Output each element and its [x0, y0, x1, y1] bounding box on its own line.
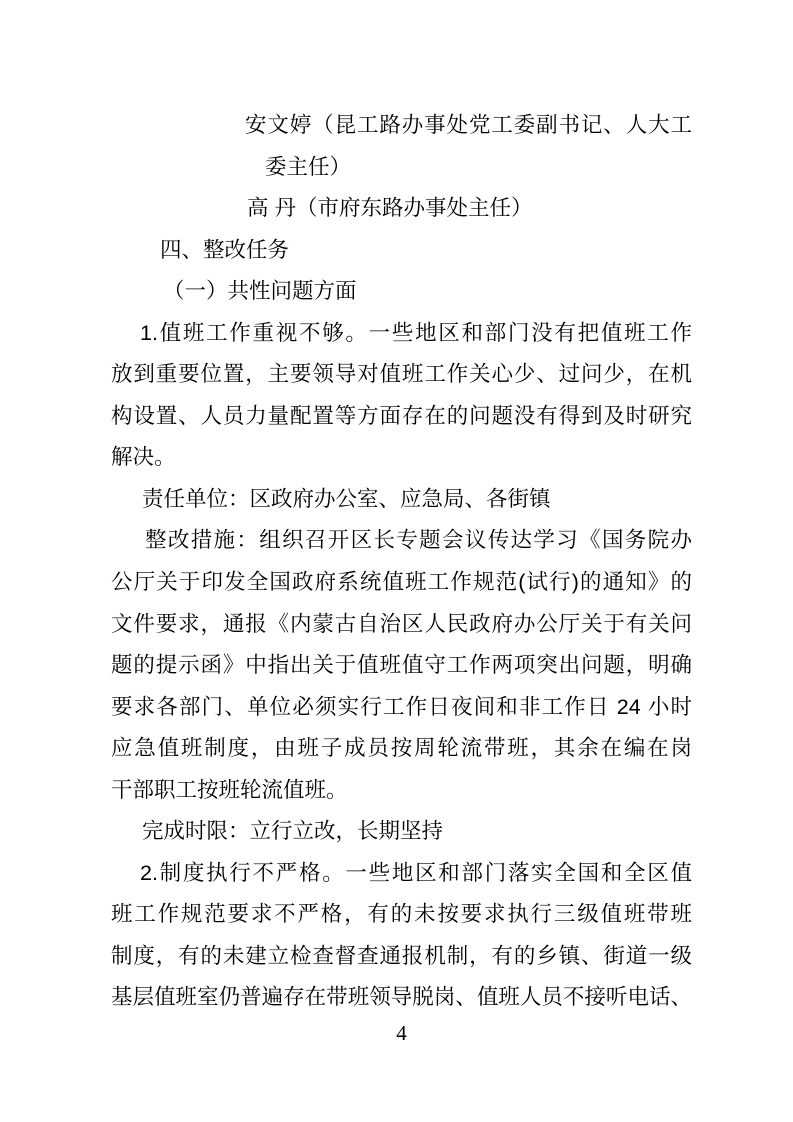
doc-line-name-wrap: 委主任） [265, 154, 352, 179]
doc-line-item1-1: 1.值班工作重视不够。一些地区和部门没有把值班工作 [140, 320, 692, 345]
doc-line-responsible-unit: 责任单位：区政府办公室、应急局、各街镇 [142, 486, 551, 511]
doc-line-measures-6: 应急值班制度，由班子成员按周轮流带班，其余在编在岗 [111, 736, 692, 761]
doc-line-measures-4: 题的提示函》中指出关于值班值守工作两项突出问题，明确 [111, 653, 692, 678]
doc-line-item1-4: 解决。 [111, 445, 176, 470]
doc-line-item2-1: 2.制度执行不严格。一些地区和部门落实全国和全区值 [140, 860, 692, 885]
doc-line-measures-5: 要求各部门、单位必须实行工作日夜间和非工作日 24 小时 [111, 694, 692, 719]
doc-line-item2-4: 基层值班室仍普遍存在带班领导脱岗、值班人员不接听电话、 [111, 985, 692, 1010]
doc-line-measures-3: 文件要求，通报《内蒙古自治区人民政府办公厅关于有关问 [111, 611, 692, 636]
doc-line-measures-2: 公厅关于印发全国政府系统值班工作规范(试行)的通知》的 [111, 570, 692, 595]
doc-heading-subsection-1: （一）共性问题方面 [163, 279, 357, 304]
document-body [111, 105, 692, 1019]
doc-line-item1-2: 放到重要位置，主要领导对值班工作关心少、过问少，在机 [111, 362, 692, 387]
doc-line-item1-3: 构设置、人员力量配置等方面存在的问题没有得到及时研究 [111, 403, 692, 428]
page-number: 4 [396, 1021, 407, 1045]
doc-heading-section-4: 四、整改任务 [160, 237, 290, 262]
doc-line-name-gaodan: 高 丹（市府东路办事处主任） [247, 196, 533, 221]
doc-line-name-anwenting: 安文婷（昆工路办事处党工委副书记、人大工 [245, 113, 692, 137]
doc-line-measures-7: 干部职工按班轮流值班。 [111, 777, 348, 802]
doc-line-item2-3: 制度，有的未建立检查督查通报机制，有的乡镇、街道一级 [111, 943, 692, 968]
doc-line-item2-2: 班工作规范要求不严格，有的未按要求执行三级值班带班 [111, 902, 692, 927]
doc-line-measures-1: 整改措施：组织召开区长专题会议传达学习《国务院办 [145, 528, 692, 553]
doc-line-deadline: 完成时限：立行立改，长期坚持 [142, 819, 444, 844]
